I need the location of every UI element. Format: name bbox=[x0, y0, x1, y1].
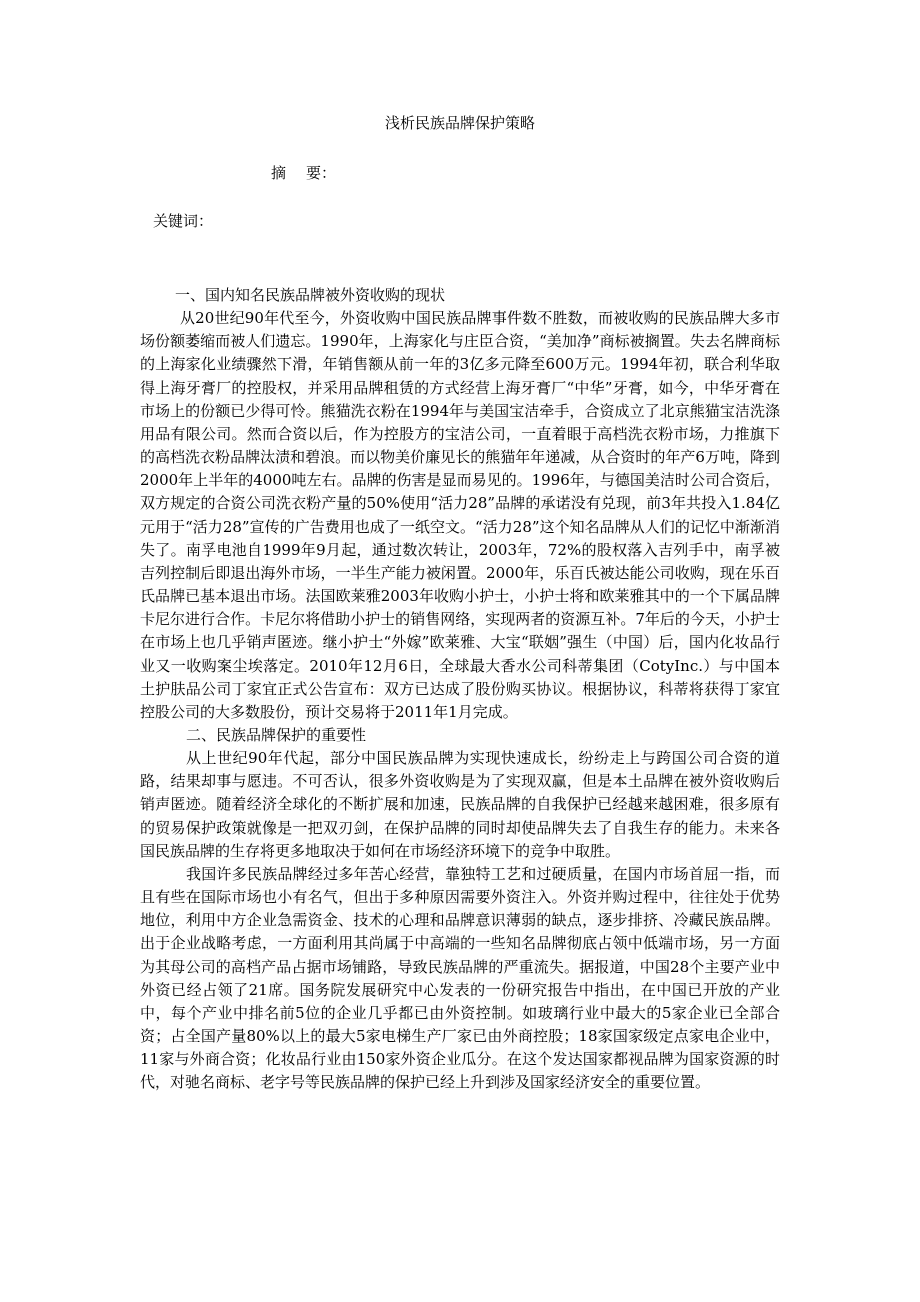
section-1-paragraph-1: 从20世纪90年代至今，外资收购中国民族品牌事件数不胜数，而被收购的民族品牌大多市场份额萎缩而被人们遗忘。1990年，上海家化与庄臣合资，“美加净”商标被搁置。失去名牌商标的上海家化业绩骤然下滑，年销售额从前一年的3亿多元降至600万元。1994年初，联合利华取得上海牙膏厂的控股权，并采用品牌租赁的方式经营上海牙膏厂“中华”牙膏，如今，中华牙膏在市场上的份额已少得可怜。熊猫洗衣粉在1994年与美国宝洁牵手，合资成立了北京熊猫宝洁洗涤用品有限公司。然而合资以后，作为控股方的宝洁公司，一直着眼于高档洗衣粉市场，力推旗下的高档洗衣粉品牌汰渍和碧浪。而以物美价廉见长的熊猫年年递减，从合资时的年产6万吨，降到2000年上半年的4000吨左右。品牌的伤害是显而易见的。1996年，与德国美洁时公司合资后，双方规定的合资公司洗衣粉产量的50%使用“活力28”品牌的承诺没有兑现，前3年共投入1.84亿元用于“活力28”宣传的广告费用也成了一纸空文。“活力28”这个知名品牌从人们的记忆中渐渐消失了。南孚电池自1999年9月起，通过数次转让，2003年，72%的股权落入吉列手中，南孚被吉列控制后即退出海外市场，一半生产能力被闲置。2000年，乐百氏被达能公司收购，现在乐百氏品牌已基本退出市场。法国欧莱雅2003年收购小护士，小护士将和欧莱雅其中的一个下属品牌卡尼尔进行合作。卡尼尔将借助小护士的销售网络，实现两者的资源互补。7年后的今天，小护士在市场上也几乎销声匿迹。继小护士“外嫁”欧莱雅、大宝“联姻”强生（中国）后，国内化妆品行业又一收购案尘埃落定。2010年12月6日，全球最大香水公司科蒂集团（CotyInc.）与中国本土护肤品公司丁家宜正式公告宣布：双方已达成了股份购买协议。根据协议，科蒂将获得丁家宜控股公司的大多数股份，预计交易将于2011年1月完成。 bbox=[140, 309, 780, 721]
abstract-label: 摘 bbox=[271, 164, 287, 182]
document-body bbox=[140, 284, 780, 1094]
abstract-label-suffix: 要： bbox=[306, 164, 337, 182]
section-2-paragraph-2: 我国许多民族品牌经过多年苦心经营，靠独特工艺和过硬质量，在国内市场首屈一指，而且有些在国际市场也小有名气，但出于多种原因需要外资注入。外资并购过程中，往往处于优势地位，利用中方企业急需资金、技术的心理和品牌意识薄弱的缺点，逐步排挤、冷藏民族品牌。出于企业战略考虑，一方面利用其尚属于中高端的一些知名品牌彻底占领中低端市场，另一方面为其母公司的高档产品占据市场铺路，导致民族品牌的严重流失。据报道，中国28个主要产业中外资已经占领了21席。国务院发展研究中心发表的一份研究报告中指出，在中国已开放的产业中，每个产业中排名前5位的企业几乎都已由外资控制。如玻璃行业中最大的5家企业已全部合资；占全国产量80%以上的最大5家电梯生产厂家已由外商控股；18家国家级定点家电企业中，11家与外商合资；化妆品行业由150家外资企业瓜分。在这个发达国家都视品牌为国家资源的时代，对驰名商标、老字号等民族品牌的保护已经上升到涉及国家经济安全的重要位置。 bbox=[140, 864, 780, 1092]
document-title: 浅析民族品牌保护策略 bbox=[384, 114, 535, 132]
abstract-line bbox=[271, 163, 336, 183]
section-heading-1: 一、国内知名民族品牌被外资收购的现状 bbox=[175, 286, 446, 304]
section-2-paragraph-1: 从上世纪90年代起，部分中国民族品牌为实现快速成长，纷纷走上与跨国公司合资的道路，结果却事与愿违。不可否认，很多外资收购是为了实现双赢，但是本土品牌在被外资收购后销声匿迹。随着经济全球化的不断扩展和加速，民族品牌的自我保护已经越来越困难，很多原有的贸易保护政策就像是一把双刃剑，在保护品牌的同时却使品牌失去了自我生存的能力。未来各国民族品牌的生存将更多地取决于如何在市场经济环境下的竞争中取胜。 bbox=[140, 749, 780, 860]
keywords-label: 关键词： bbox=[153, 212, 214, 230]
section-heading-2: 二、民族品牌保护的重要性 bbox=[186, 725, 367, 744]
